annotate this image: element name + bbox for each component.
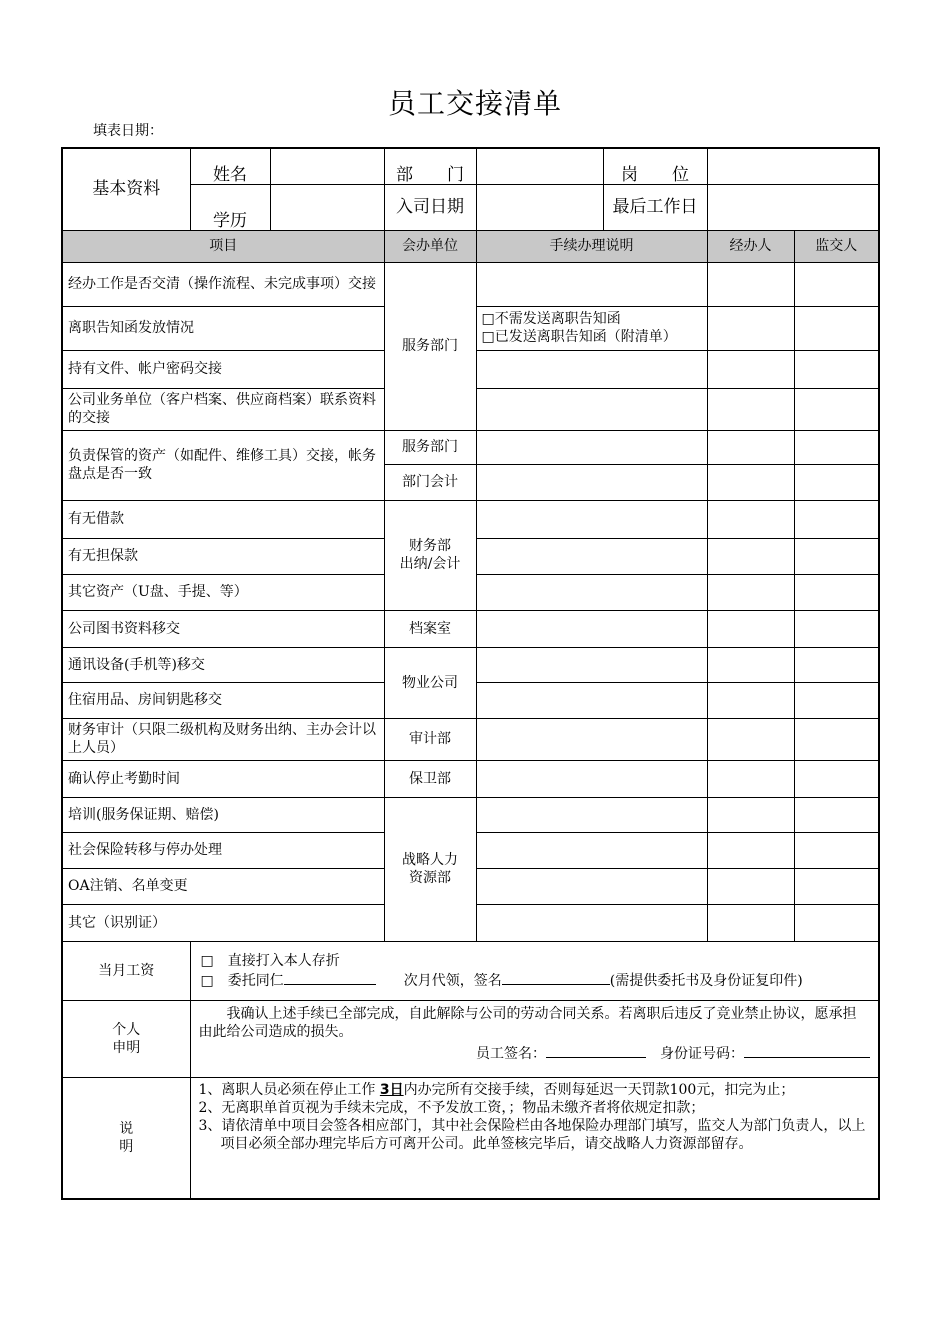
item-row: 有无借款 [62, 500, 384, 538]
statement-body [190, 1000, 879, 1077]
unit-archive: 档案室 [384, 610, 476, 647]
note-1 [199, 1081, 871, 1099]
notice-options[interactable] [476, 306, 707, 350]
unit-audit: 审计部 [384, 718, 476, 760]
desc-cell[interactable] [476, 538, 707, 574]
supervisor-cell[interactable] [794, 610, 879, 647]
desc-cell[interactable] [476, 904, 707, 941]
desc-cell[interactable] [476, 350, 707, 388]
unit-finance-line1: 财务部 [409, 538, 451, 554]
employee-sign-field[interactable] [546, 1043, 646, 1058]
unit-hr-line2: 资源部 [409, 870, 451, 886]
unit-hr-line1: 战略人力 [402, 852, 458, 868]
notes-body [190, 1077, 879, 1199]
item-row: 经办工作是否交清（操作流程、未完成事项）交接 [62, 262, 384, 306]
supervisor-cell[interactable] [794, 682, 879, 718]
salary-option-delegate[interactable] [201, 970, 874, 990]
last-work-day-field[interactable] [707, 184, 879, 230]
salary-option-delegate-c: (需提供委托书及身份证复印件) [609, 972, 803, 989]
header-handler: 经办人 [707, 230, 794, 262]
delegate-signature-blank[interactable] [502, 970, 610, 985]
id-number-label: 身份证号码： [660, 1045, 744, 1062]
supervisor-cell[interactable] [794, 797, 879, 832]
unit-finance [384, 500, 476, 610]
basic-info-label: 基本资料 [62, 148, 190, 230]
desc-cell[interactable] [476, 610, 707, 647]
supervisor-cell[interactable] [794, 718, 879, 760]
salary-option-direct[interactable]: □ 直接打入本人存折 [200, 952, 340, 969]
unit-service: 服务部门 [384, 262, 476, 430]
desc-cell[interactable] [476, 574, 707, 610]
signature-line [199, 1043, 871, 1063]
handler-cell[interactable] [707, 832, 794, 868]
statement-label-line1: 个人 [112, 1021, 141, 1038]
desc-cell[interactable] [476, 464, 707, 500]
item-row: 培训(服务保证期、赔偿) [62, 797, 384, 832]
item-row: 离职告知函发放情况 [62, 306, 384, 350]
unit-hr [384, 797, 476, 941]
item-row: 其它（识别证） [62, 904, 384, 941]
item-row: 确认停止考勤时间 [62, 760, 384, 797]
note-1-days: 3日 [379, 1081, 404, 1098]
item-row: 通讯设备(手机等)移交 [62, 647, 384, 682]
note-2: 2、无离职单首页视为手续未完成，不予发放工资，；物品未缴齐者将依规定扣款； [198, 1099, 705, 1116]
supervisor-cell[interactable] [794, 538, 879, 574]
item-row: 持有文件、帐户密码交接 [62, 350, 384, 388]
id-number-field[interactable] [744, 1043, 870, 1058]
handler-cell[interactable] [707, 904, 794, 941]
handler-cell[interactable] [707, 262, 794, 306]
header-unit: 会办单位 [384, 230, 476, 262]
join-date-field[interactable] [476, 184, 603, 230]
post-field[interactable] [707, 148, 879, 184]
handler-cell[interactable] [707, 868, 794, 904]
salary-options [190, 941, 879, 1000]
unit-security: 保卫部 [384, 760, 476, 797]
note-1-a: 1、离职人员必须在停止工作 [198, 1081, 380, 1098]
item-row: 公司图书资料移交 [62, 610, 384, 647]
desc-cell[interactable] [476, 262, 707, 306]
header-supervisor: 监交人 [794, 230, 879, 262]
handover-form [61, 147, 880, 1200]
supervisor-cell[interactable] [794, 760, 879, 797]
supervisor-cell[interactable] [794, 904, 879, 941]
employee-sign-label: 员工签名： [476, 1045, 546, 1062]
name-label: 姓名 [190, 148, 270, 184]
note-1-b: 内办完所有交接手续，否则每延迟一天罚款100元，扣完为止； [403, 1081, 795, 1098]
supervisor-cell[interactable] [794, 574, 879, 610]
handler-cell[interactable] [707, 718, 794, 760]
item-row: OA注销、名单变更 [62, 868, 384, 904]
supervisor-cell[interactable] [794, 500, 879, 538]
item-row: 其它资产（U盘、手提、等） [62, 574, 384, 610]
last-work-day-label: 最后工作日 [603, 184, 707, 230]
supervisor-cell[interactable] [794, 350, 879, 388]
notice-option-not-sent[interactable]: □不需发送离职告知函 [481, 311, 621, 327]
desc-cell[interactable] [476, 682, 707, 718]
supervisor-cell[interactable] [794, 868, 879, 904]
education-field[interactable] [270, 184, 384, 230]
notes-label [62, 1077, 190, 1199]
notice-option-sent[interactable]: □已发送离职告知函（附清单） [481, 329, 677, 345]
notes-label-line2: 明 [119, 1138, 134, 1155]
fill-date-label: 填表日期： [93, 123, 163, 139]
education-label: 学历 [190, 184, 270, 230]
desc-cell[interactable] [476, 760, 707, 797]
item-row: 有无担保款 [62, 538, 384, 574]
supervisor-cell[interactable] [794, 388, 879, 430]
handler-cell[interactable] [707, 760, 794, 797]
handler-cell[interactable] [707, 538, 794, 574]
dept-label: 部 门 [384, 148, 476, 184]
supervisor-cell[interactable] [794, 464, 879, 500]
desc-cell[interactable] [476, 797, 707, 832]
join-date-label: 入司日期 [384, 184, 476, 230]
post-label: 岗 位 [603, 148, 707, 184]
supervisor-cell[interactable] [794, 430, 879, 464]
handler-cell[interactable] [707, 647, 794, 682]
dept-field[interactable] [476, 148, 603, 184]
statement-text: 我确认上述手续已全部完成，自此解除与公司的劳动合同关系。若离职后违反了竞业禁止协议，愿承担由此给公司造成的损失。 [198, 1005, 857, 1040]
handler-cell[interactable] [707, 500, 794, 538]
handler-cell[interactable] [707, 574, 794, 610]
statement-label [62, 1000, 190, 1077]
unit-dept-accountant: 部门会计 [384, 464, 476, 500]
desc-cell[interactable] [476, 832, 707, 868]
statement-label-line2: 申明 [112, 1039, 141, 1056]
desc-cell[interactable] [476, 388, 707, 430]
supervisor-cell[interactable] [794, 647, 879, 682]
item-row: 财务审计（只限二级机构及财务出纳、主办会计以上人员） [62, 718, 384, 760]
item-row: 住宿用品、房间钥匙移交 [62, 682, 384, 718]
header-desc: 手续办理说明 [476, 230, 707, 262]
handler-cell[interactable] [707, 306, 794, 350]
desc-cell[interactable] [476, 500, 707, 538]
handler-cell[interactable] [707, 464, 794, 500]
handler-cell[interactable] [707, 350, 794, 388]
handler-cell[interactable] [707, 430, 794, 464]
desc-cell[interactable] [476, 430, 707, 464]
salary-option-delegate-b: 次月代领，签名 [403, 972, 502, 989]
salary-label: 当月工资 [62, 941, 190, 1000]
salary-option-delegate-a: □ 委托同仁 [200, 972, 284, 989]
handler-cell[interactable] [707, 610, 794, 647]
handler-cell[interactable] [707, 388, 794, 430]
handler-cell[interactable] [707, 797, 794, 832]
note-3: 3、请依清单中项目会签各相应部门，其中社会保险栏由各地保险办理部门填写，监交人为部门负责人，以上项目必须全部办理完毕后方可离开公司。此单签核完毕后，请交战略人力资源部留存。 [198, 1117, 866, 1152]
desc-cell[interactable] [476, 868, 707, 904]
supervisor-cell[interactable] [794, 832, 879, 868]
notes-label-line1: 说 [119, 1120, 134, 1137]
supervisor-cell[interactable] [794, 306, 879, 350]
unit-property: 物业公司 [384, 647, 476, 718]
unit-finance-line2: 出纳/会计 [399, 556, 461, 572]
item-row: 社会保险转移与停办处理 [62, 832, 384, 868]
unit-service-2: 服务部门 [384, 430, 476, 464]
item-row: 负责保管的资产（如配件、维修工具）交接，帐务盘点是否一致 [62, 430, 384, 500]
desc-cell[interactable] [476, 647, 707, 682]
item-row: 公司业务单位（客户档案、供应商档案）联系资料的交接 [62, 388, 384, 430]
page-title: 员工交接清单 [387, 87, 562, 120]
supervisor-cell[interactable] [794, 262, 879, 306]
desc-cell[interactable] [476, 718, 707, 760]
name-field[interactable] [270, 148, 384, 184]
header-item: 项目 [62, 230, 384, 262]
delegate-name-blank[interactable] [284, 970, 376, 985]
handler-cell[interactable] [707, 682, 794, 718]
